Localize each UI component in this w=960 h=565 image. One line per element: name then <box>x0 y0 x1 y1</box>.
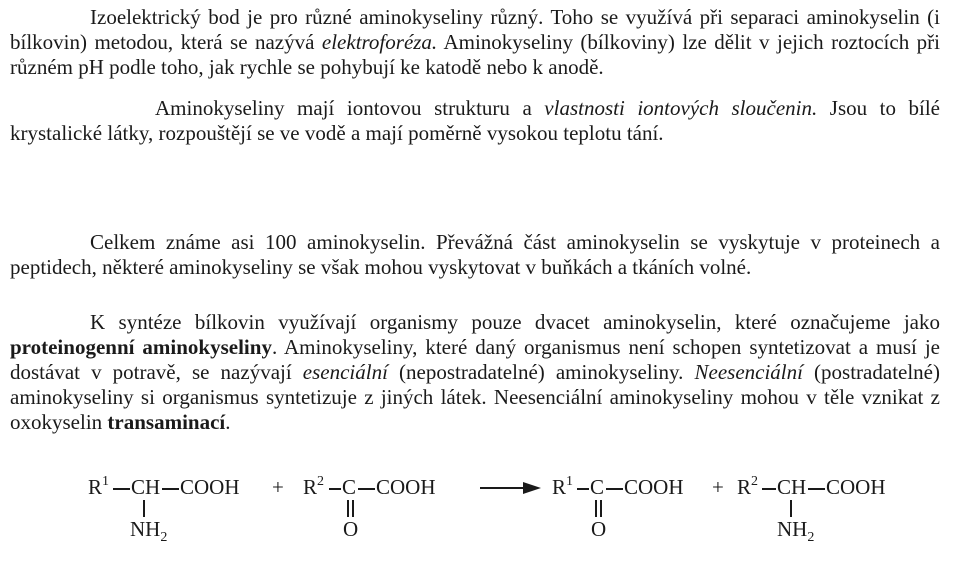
reactant1-nh2: $NH_2$ <box>130 517 168 545</box>
reaction-arrow-head <box>523 482 541 494</box>
paragraph-ionic-structure <box>10 96 940 146</box>
reactant2-c: C <box>342 475 357 499</box>
paragraph-text: Izoelektrický bod je pro různé aminokyseliny různý. Toho se využívá při separaci aminokyselin (i bílkovin) metodou, která se nazývá <box>10 5 940 54</box>
term-essential: esenciální <box>302 360 388 384</box>
paragraph-text: . <box>225 410 231 434</box>
bond <box>606 488 623 490</box>
paragraph-amino-acid-count <box>10 230 940 280</box>
paragraph-text: Aminokyseliny (bílkoviny) lze dělit v jejich roztocích při různém pH podle toho, jak rychle se pohybují ke katodě nebo k anodě. <box>10 30 940 79</box>
paragraph-text: (nepostradatelné) aminokyseliny. <box>387 360 695 384</box>
paragraph-text: K syntéze bílkovin využívají organismy pouze dvacet aminokyselin, které označujeme jako <box>90 310 940 334</box>
term-electrophoresis: elektroforéza. <box>321 30 438 54</box>
bond <box>143 500 145 517</box>
paragraph-proteinogenic <box>10 310 940 435</box>
reactant2-r-group: $R^2$ <box>303 474 325 499</box>
double-bond <box>347 500 349 517</box>
paragraph-isoelectric-point <box>10 5 940 80</box>
term-ionic-properties: vlastnosti iontových sloučenin. <box>544 96 818 120</box>
reactant2-oxygen: O <box>343 517 359 541</box>
product1-cooh: COOH <box>624 475 684 499</box>
reactant2-cooh: COOH <box>376 475 436 499</box>
product2-nh2: $NH_2$ <box>777 517 815 545</box>
plus-sign: + <box>712 475 724 499</box>
product1-c: C <box>590 475 605 499</box>
paragraph-text: Aminokyseliny mají iontovou strukturu a <box>155 96 545 120</box>
paragraph-text: . Aminokyseliny, které daný organismus není schopen syntetizovat a musí je dostávat v potravě, se nazývají <box>10 335 940 384</box>
term-transamination: transaminací <box>107 410 226 434</box>
paragraph-text: Celkem známe asi 100 aminokyselin. Převážná část aminokyselin se vyskytuje v proteinech a peptidech, některé aminokyseliny se však mohou vyskytovat v buňkách a tkáních volné. <box>10 230 940 279</box>
bond <box>329 488 341 490</box>
term-proteinogenic: proteinogenní aminokyseliny <box>10 335 272 359</box>
bond <box>790 500 792 517</box>
bond <box>808 488 825 490</box>
reactant1-cooh: COOH <box>180 475 240 499</box>
bond <box>762 488 776 490</box>
double-bond <box>352 500 354 517</box>
product2-cooh: COOH <box>826 475 886 499</box>
paragraph-text: (postradatelné) aminokyseliny si organismus syntetizuje z jiných látek. Neesenciální aminokyseliny mohou v těle vznikat z oxokyselin <box>10 360 940 434</box>
term-nonessential: Neesenciální <box>694 360 803 384</box>
plus-sign: + <box>272 475 284 499</box>
transamination-reaction <box>0 460 960 560</box>
product2-r-group: $R^2$ <box>737 474 759 499</box>
reactant1-ch: CH <box>131 475 161 499</box>
product1-oxygen: O <box>591 517 607 541</box>
bond <box>162 488 179 490</box>
reaction-arrow-line <box>480 487 525 489</box>
product1-r-group: $R^1$ <box>552 474 574 499</box>
bond <box>577 488 589 490</box>
paragraph-text: Jsou to bílé krystalické látky, rozpouštějí se ve vodě a mají poměrně vysokou teplotu tání. <box>10 96 940 145</box>
product2-ch: CH <box>777 475 807 499</box>
double-bond <box>595 500 597 517</box>
bond <box>358 488 375 490</box>
reactant1-r-group: $R^1$ <box>88 474 110 499</box>
double-bond <box>600 500 602 517</box>
bond <box>113 488 130 490</box>
